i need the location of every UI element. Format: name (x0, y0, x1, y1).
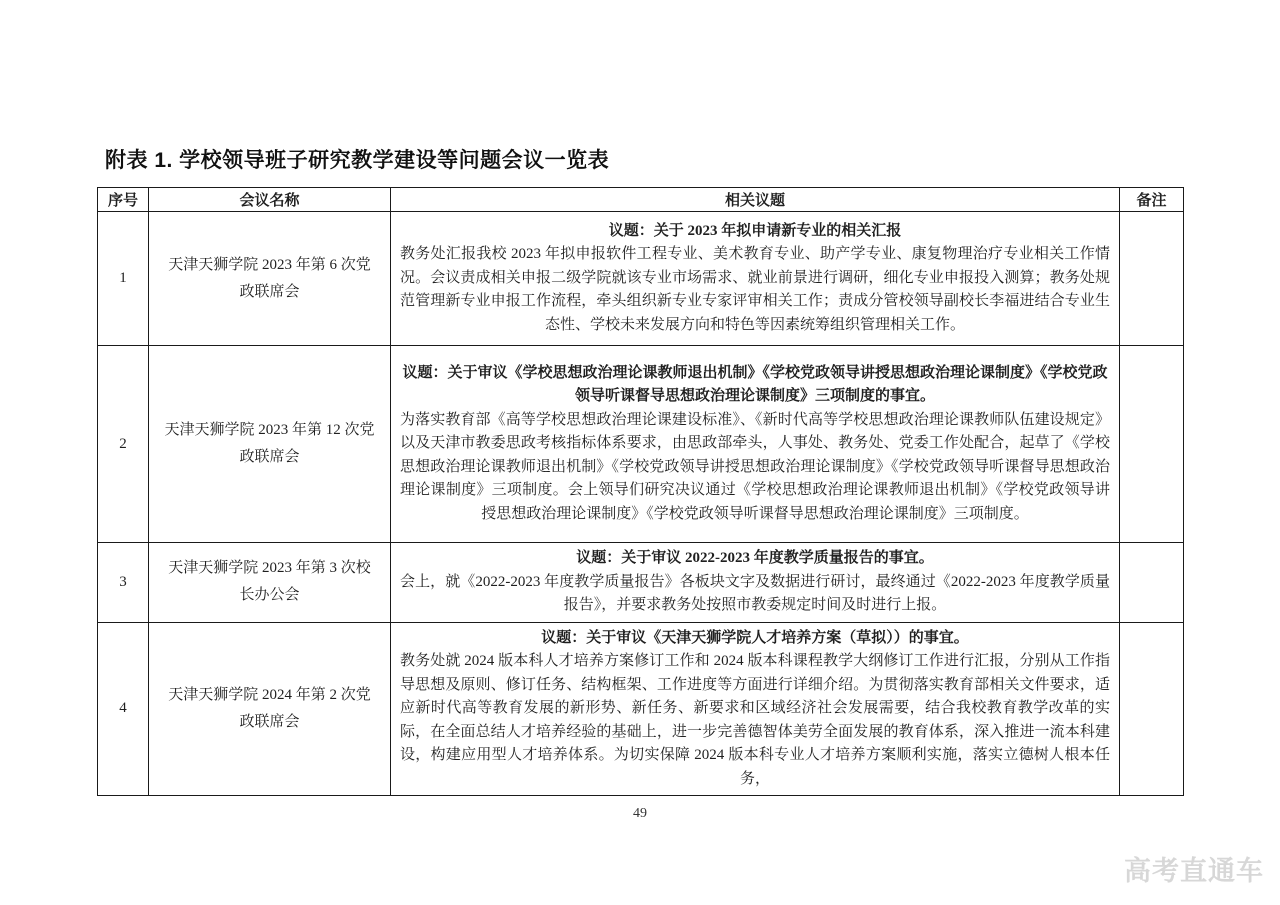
topic-body: 为落实教育部《高等学校思想政治理论课建设标准》、《新时代高等学校思想政治理论课教师队伍建设规定》以及天津市教委思政考核指标体系要求，由思政部牵头，人事处、教务处、党委工作处配合，起草了《学校思想政治理论课教师退出机制》《学校党政领导讲授思想政治理论课制度》《学校党政领导听课督导思想政治理论课制度》三项制度。会上领导们研究决议通过《学校思想政治理论课教师退出机制》《学校党政领导讲授思想政治理论课制度》《学校党政领导听课督导思想政治理论课制度》三项制度。 (400, 411, 1110, 522)
column-header-meeting-name: 会议名称 (149, 188, 391, 212)
row-serial: 4 (98, 622, 149, 796)
watermark-text: 高考直通车 (1124, 856, 1264, 886)
topic-body: 会上，就《2022-2023 年度教学质量报告》各板块文字及数据进行研讨，最终通过《2022-2023 年度教学质量报告》，并要求教务处按照市教委规定时间及时进行上报。 (400, 573, 1110, 613)
table-row (98, 346, 1184, 543)
table-row (98, 543, 1184, 623)
table-row (98, 622, 1184, 796)
meeting-list-table (97, 187, 1184, 796)
meeting-name: 天津天狮学院 2023 年第 12 次党政联席会 (149, 346, 391, 543)
related-topics-cell (391, 622, 1120, 796)
column-header-related-topics: 相关议题 (391, 188, 1120, 212)
related-topics-cell (391, 346, 1120, 543)
topic-title: 议题：关于审议《天津天狮学院人才培养方案（草拟））的事宜。 (541, 629, 969, 646)
row-serial: 3 (98, 543, 149, 623)
column-header-serial: 序号 (98, 188, 149, 212)
meeting-name: 天津天狮学院 2023 年第 3 次校长办公会 (149, 543, 391, 623)
remark-cell (1120, 212, 1184, 346)
row-serial: 1 (98, 212, 149, 346)
topic-title: 议题：关于 2023 年拟申请新专业的相关汇报 (608, 222, 902, 239)
related-topics-cell (391, 543, 1120, 623)
related-topics-cell (391, 212, 1120, 346)
remark-cell (1120, 622, 1184, 796)
table-row (98, 212, 1184, 346)
column-header-remarks: 备注 (1120, 188, 1184, 212)
row-serial: 2 (98, 346, 149, 543)
meeting-name: 天津天狮学院 2023 年第 6 次党政联席会 (149, 212, 391, 346)
topic-body: 教务处就 2024 版本科人才培养方案修订工作和 2024 版本科课程教学大纲修订工作进行汇报，分别从工作指导思想及原则、修订任务、结构框架、工作进度等方面进行详细介绍。为贯彻落实教育部相关文件要求，适应新时代高等教育发展的新形势、新任务、新要求和区域经济社会发展需要，结合我校教育教学改革的实际，在全面总结人才培养经验的基础上，进一步完善德智体美劳全面发展的教育体系，深入推进一流本科建设，构建应用型人才培养体系。为切实保障 2024 版本科专业人才培养方案顺利实施，落实立德树人根本任务， (400, 653, 1110, 787)
page-number: 49 (633, 806, 647, 821)
meeting-name: 天津天狮学院 2024 年第 2 次党政联席会 (149, 622, 391, 796)
remark-cell (1120, 543, 1184, 623)
topic-body: 教务处汇报我校 2023 年拟申报软件工程专业、美术教育专业、助产学专业、康复物理治疗专业相关工作情况。会议责成相关申报二级学院就该专业市场需求、就业前景进行调研，细化专业申报投入测算；教务处规范管理新专业申报工作流程，牵头组织新专业专家评审相关工作；责成分管校领导副校长李福进结合专业生态性、学校未来发展方向和特色等因素统筹组织管理相关工作。 (400, 246, 1110, 333)
remark-cell (1120, 346, 1184, 543)
topic-title: 议题：关于审议《学校思想政治理论课教师退出机制》《学校党政领导讲授思想政治理论课制度》《学校党政领导听课督导思想政治理论课制度》三项制度的事宜。 (402, 364, 1108, 405)
page-title: 附表 1. 学校领导班子研究教学建设等问题会议一览表 (105, 149, 610, 172)
topic-title: 议题：关于审议 2022-2023 年度教学质量报告的事宜。 (576, 550, 934, 566)
table-header-row (98, 188, 1184, 212)
